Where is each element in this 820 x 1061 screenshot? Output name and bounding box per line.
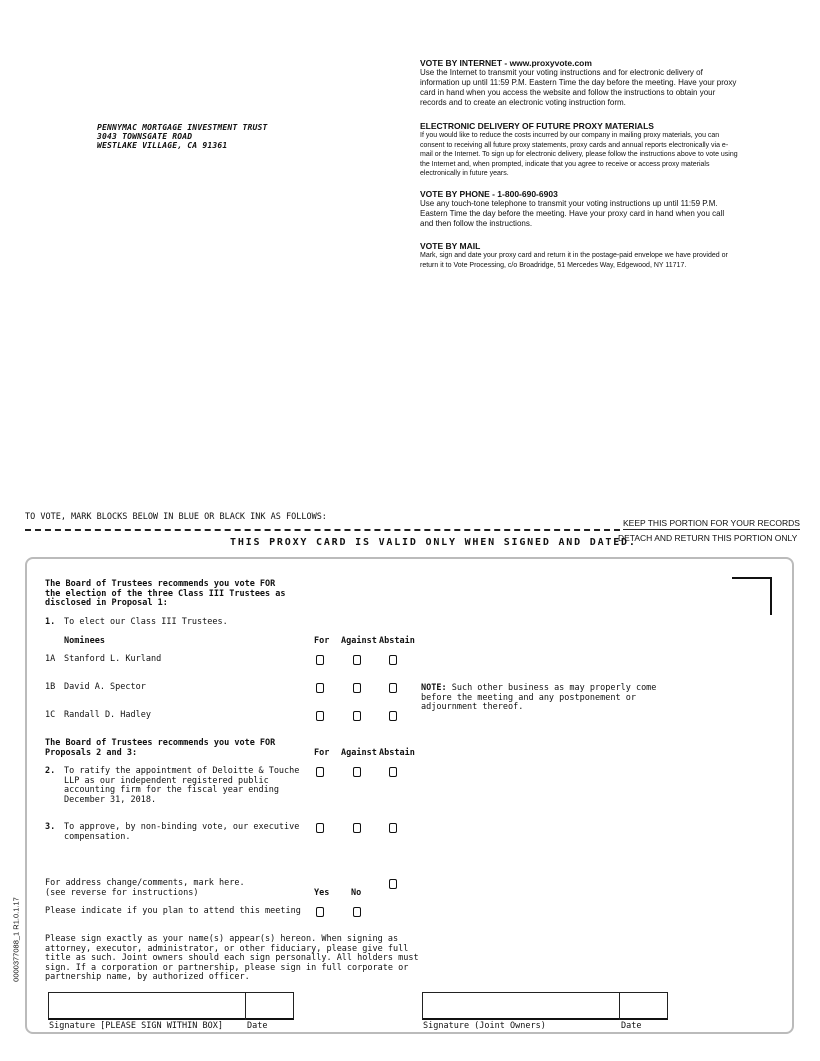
nominee-1c-abstain-checkbox[interactable] — [389, 711, 397, 721]
nominee-1a-for-checkbox[interactable] — [316, 655, 324, 665]
side-form-code — [6, 885, 26, 1005]
nominee-1c-name: Randall D. Hadley — [64, 710, 151, 720]
proposals23-rec-line2: Proposals 2 and 3: — [45, 747, 138, 758]
vote-by-mail-title: VOTE BY MAIL — [420, 241, 481, 251]
mailing-address — [97, 123, 268, 150]
nominee-1c-against-checkbox[interactable] — [353, 711, 361, 721]
proposal2-text — [64, 767, 299, 805]
col-no-header: No — [351, 888, 362, 898]
proposal1-text: To elect our Class III Trustees. — [64, 617, 228, 627]
nominee-1a-against-checkbox[interactable] — [353, 655, 361, 665]
proposals23-rec-line1: The Board of Trustees recommends you vote FOR — [45, 738, 276, 748]
note-line3: adjournment thereof. — [421, 702, 524, 712]
sign-instr-line3: title as such. Joint owners should each sign personally. All holders must — [45, 953, 419, 963]
registration-corner-mark — [732, 577, 772, 615]
signature-label: Signature [PLEASE SIGN WITHIN BOX] — [49, 1021, 223, 1031]
proposal3-line2: compensation. — [64, 831, 131, 842]
joint-signature-date-label: Date — [621, 1021, 642, 1031]
note-block — [421, 684, 656, 713]
note-label: NOTE: — [421, 683, 447, 693]
signature-box[interactable] — [48, 992, 294, 1020]
attend-meeting-label: Please indicate if you plan to attend this meeting — [45, 906, 301, 916]
vote-by-phone-title: VOTE BY PHONE - 1-800-690-6903 — [420, 189, 558, 199]
vote-by-phone-text: Use any touch-tone telephone to transmit your voting instructions up until 11:59 P.M. Eastern Time the day before the meeting. Have your proxy card in hand when you call and then follow the instructions. — [420, 199, 725, 228]
proposal3-line1: To approve, by non-binding vote, our executive — [64, 822, 300, 832]
side-form-code-text: 0000377088_1 R1.0.1.17 — [11, 897, 21, 982]
nominee-1b-for-checkbox[interactable] — [316, 683, 324, 693]
vote-by-internet-text: Use the Internet to transmit your voting instructions and for electronic delivery of information up until 11:59 P.M. Eastern Time the day before the meeting. Have your proxy card in hand when you access the website and follow the instructions to obtain your records and to create an electronic voting instruction form. — [420, 68, 737, 107]
signature-date-divider — [245, 992, 246, 1020]
proposal1-rec-line1: The Board of Trustees recommends you vote FOR — [45, 579, 276, 589]
note-line2: before the meeting and any postponement or — [421, 692, 636, 703]
proposal1-rec-line2: the election of the three Class III Trustees as — [45, 588, 286, 599]
proposal3-against-checkbox[interactable] — [353, 823, 361, 833]
note-line1: Such other business as may properly come — [451, 683, 657, 693]
address-line-3: WESTLAKE VILLAGE, CA 91361 — [97, 141, 228, 150]
detach-dashed-line — [25, 529, 620, 531]
signature-date-label: Date — [247, 1021, 268, 1031]
proposal2-line2: LLP as our independent registered public — [64, 775, 269, 786]
proposal1-recommendation — [45, 580, 286, 609]
proposal2-number: 2. — [45, 766, 56, 776]
col-against-header-2: Against — [341, 748, 377, 758]
joint-signature-label: Signature (Joint Owners) — [423, 1021, 546, 1031]
sign-instr-line2: attorney, executor, administrator, or other fiduciary, please give full — [45, 943, 409, 954]
proposal2-abstain-checkbox[interactable] — [389, 767, 397, 777]
proposal2-against-checkbox[interactable] — [353, 767, 361, 777]
proposal2-for-checkbox[interactable] — [316, 767, 324, 777]
nominee-1b-id: 1B — [45, 682, 56, 692]
proposal1-rec-line3: disclosed in Proposal 1: — [45, 598, 168, 608]
col-abstain-header-1: Abstain — [379, 636, 415, 646]
nominee-1b-against-checkbox[interactable] — [353, 683, 361, 693]
address-change-line1: For address change/comments, mark here. — [45, 878, 245, 888]
sign-instr-line1: Please sign exactly as your name(s) appear(s) hereon. When signing as — [45, 934, 399, 944]
sign-instr-line5: partnership name, by authorized officer. — [45, 972, 250, 982]
vote-by-phone-section — [420, 189, 738, 229]
proposals23-recommendation — [45, 739, 275, 758]
address-change-label — [45, 879, 245, 898]
address-change-line2: (see reverse for instructions) — [45, 887, 199, 898]
joint-signature-box[interactable] — [422, 992, 668, 1020]
col-yes-header: Yes — [314, 888, 330, 898]
marking-instructions: TO VOTE, MARK BLOCKS BELOW IN BLUE OR BLACK INK AS FOLLOWS: — [25, 512, 327, 522]
col-for-header-1: For — [314, 636, 330, 646]
proposal3-number: 3. — [45, 822, 56, 832]
proposal2-line1: To ratify the appointment of Deloitte & Touche — [64, 766, 300, 776]
nominee-1b-abstain-checkbox[interactable] — [389, 683, 397, 693]
attend-no-checkbox[interactable] — [353, 907, 361, 917]
vote-by-internet-title: VOTE BY INTERNET - www.proxyvote.com — [420, 58, 592, 68]
attend-yes-checkbox[interactable] — [316, 907, 324, 917]
nominee-1a-name: Stanford L. Kurland — [64, 654, 162, 664]
nominee-1a-abstain-checkbox[interactable] — [389, 655, 397, 665]
proposal3-text — [64, 823, 299, 842]
proposal2-line4: December 31, 2018. — [64, 794, 157, 805]
nominee-1c-id: 1C — [45, 710, 56, 720]
col-for-header-2: For — [314, 748, 330, 758]
nominee-1c-for-checkbox[interactable] — [316, 711, 324, 721]
vote-by-mail-section — [420, 241, 738, 270]
nominee-1b-name: David A. Spector — [64, 682, 146, 692]
col-abstain-header-2: Abstain — [379, 748, 415, 758]
vote-by-mail-text: Mark, sign and date your proxy card and return it in the postage-paid envelope we have provided or return it to Vote Processing, c/o Broadridge, 51 Mercedes Way, Edgewood, NY 11717. — [420, 252, 728, 269]
detach-portion-label: DETACH AND RETURN THIS PORTION ONLY — [618, 533, 798, 543]
proposal1-number: 1. — [45, 617, 56, 627]
sign-instr-line4: sign. If a corporation or partnership, please sign in full corporate or — [45, 962, 409, 973]
nominee-1a-id: 1A — [45, 654, 56, 664]
vote-by-internet-section — [420, 58, 738, 108]
electronic-delivery-text: If you would like to reduce the costs incurred by our company in mailing proxy materials, you can consent to receiving all future proxy statements, proxy cards and annual reports electronically via e-mail or the Internet. To sign up for electronic delivery, please follow the instructions above to vote using the Internet and, when prompted, indicate that you agree to receive or access proxy materials electronically in future years. — [420, 132, 738, 177]
address-line-1: PENNYMAC MORTGAGE INVESTMENT TRUST — [97, 123, 268, 132]
address-change-checkbox[interactable] — [389, 879, 397, 889]
nominees-label: Nominees — [64, 636, 105, 646]
proposal3-for-checkbox[interactable] — [316, 823, 324, 833]
col-against-header-1: Against — [341, 636, 377, 646]
proposal2-line3: accounting firm for the fiscal year ending — [64, 785, 279, 795]
address-line-2: 3043 TOWNSGATE ROAD — [97, 132, 193, 141]
signing-instructions — [45, 935, 419, 983]
electronic-delivery-title: ELECTRONIC DELIVERY OF FUTURE PROXY MATERIALS — [420, 121, 654, 131]
keep-portion-label: KEEP THIS PORTION FOR YOUR RECORDS — [623, 518, 800, 528]
electronic-delivery-section — [420, 121, 738, 179]
joint-signature-date-divider — [619, 992, 620, 1020]
valid-notice: THIS PROXY CARD IS VALID ONLY WHEN SIGNED AND DATED. — [230, 537, 637, 548]
proposal3-abstain-checkbox[interactable] — [389, 823, 397, 833]
